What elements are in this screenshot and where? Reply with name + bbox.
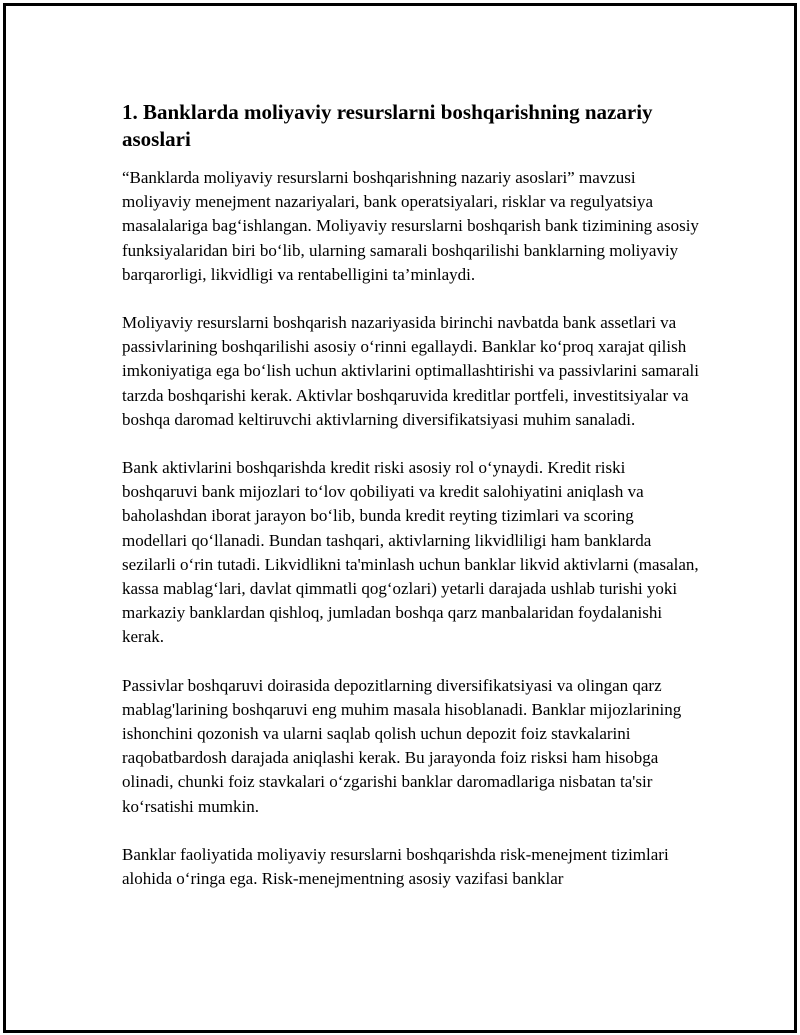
paragraph-5: Banklar faoliyatida moliyaviy resurslarni boshqarishda risk-menejment tizimlari alohida o‘ringa ega. Risk-menejmentning asosiy vazifasi banklar: [122, 844, 669, 889]
paragraph-3: Bank aktivlarini boshqarishda kredit riski asosiy rol o‘ynaydi. Kredit riski boshqaruvi bank mijozlari to‘lov qobiliyati va kredit salohiyatini aniqlash va baholashdan iborat jarayon bo‘lib, bunda kredit reyting tizimlari va scoring modellari qo‘llanadi. Bundan tashqari, aktivlarning likvidliligi ham banklarda sezilarli o‘rin tutadi. Likvidlikni ta'minlash uchun banklar likvid aktivlarni (masalan, kassa mablag‘lari, davlat qimmatli qog‘ozlari) yetarli darajada ushlab turishi yoki markaziy banklardan qishloq, jumladan boshqa qarz manbalaridan foydalanishi kerak.: [122, 458, 699, 647]
paragraph-4: Passivlar boshqaruvi doirasida depozitlarning diversifikatsiyasi va olingan qarz mablag'larining boshqaruvi eng muhim masala hisoblanadi. Banklar mijozlarining ishonchini qozonish va ularni saqlab qolish uchun depozit foiz stavkalarini raqobatbardosh darajada aniqlashi kerak. Bu jarayonda foiz risksi ham hisobga olinadi, chunki foiz stavkalari o‘zgarishi banklar daromadlariga nisbatan ta'sir ko‘rsatishi mumkin.: [122, 675, 682, 816]
document-body: [122, 99, 702, 915]
page-frame: [3, 3, 797, 1033]
paragraph-1: “Banklarda moliyaviy resurslarni boshqarishning nazariy asoslari” mavzusi moliyaviy menejment nazariyalari, bank operatsiyalari, risklar va regulyatsiya masalalariga bag‘ishlangan. Moliyaviy resurslarni boshqarish bank tizimining asosiy funksiyalaridan biri bo‘lib, ularning samarali boshqarilishi banklarning moliyaviy barqarorligi, likvidligi va rentabelligini ta’minlaydi.: [122, 168, 699, 284]
paragraph-2: Moliyaviy resurslarni boshqarish nazariyasida birinchi navbatda bank assetlari va passivlarining boshqarilishi asosiy o‘rinni egallaydi. Banklar ko‘proq xarajat qilish imkoniyatiga ega bo‘lish uchun aktivlarini optimallashtirishi va passivlarini samarali tarzda boshqarishi kerak. Aktivlar boshqaruvida kreditlar portfeli, investitsiyalar va boshqa daromad keltiruvchi aktivlarning diversifikatsiyasi muhim sanaladi.: [122, 313, 699, 429]
section-heading: 1. Banklarda moliyaviy resurslarni boshqarishning nazariy asoslari: [122, 100, 653, 151]
